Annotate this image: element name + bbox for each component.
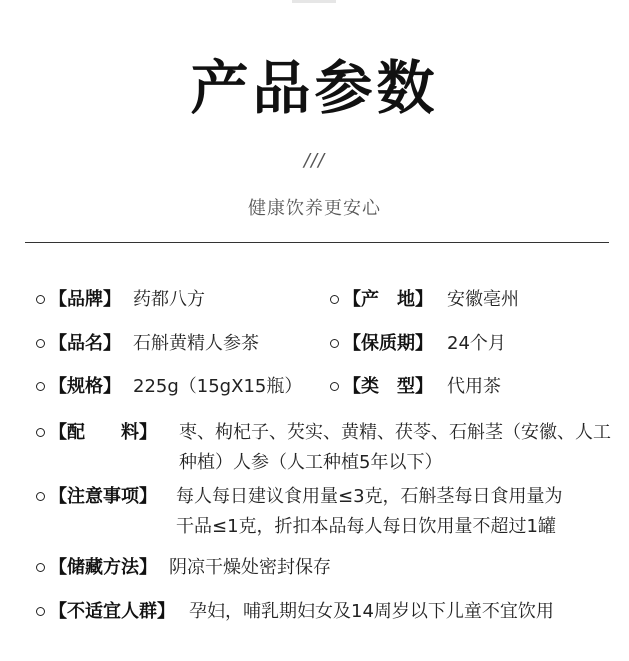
param-label: 【储藏方法】 <box>49 557 157 578</box>
param-label: 【保质期】 <box>343 333 433 354</box>
bullet-icon <box>36 607 45 616</box>
bullet-icon <box>36 428 45 437</box>
param-label: 【产 地】 <box>343 289 433 310</box>
bullet-icon <box>36 382 45 391</box>
title-decoration: /// <box>303 150 326 171</box>
param-spec <box>36 372 302 402</box>
param-unsuitable <box>36 597 554 627</box>
param-label: 【规格】 <box>49 376 121 397</box>
param-origin <box>330 285 519 315</box>
param-value: 药都八方 <box>133 289 205 310</box>
param-label: 【配 料】 <box>49 422 157 443</box>
param-ingredients <box>36 418 611 478</box>
bullet-icon <box>36 339 45 348</box>
param-value: 安徽亳州 <box>447 289 519 310</box>
page-subtitle: 健康饮养更安心 <box>248 198 381 219</box>
param-label-wrap <box>36 482 157 512</box>
param-name <box>36 329 259 359</box>
param-value-line1: 枣、枸杞子、芡实、黄精、茯苓、石斛茎（安徽、人工 <box>179 422 611 443</box>
bullet-icon <box>36 295 45 304</box>
header-divider <box>25 242 609 243</box>
param-value-line2: 干品≤1克，折扣本品每人每日饮用量不超过1罐 <box>176 516 556 537</box>
param-value-line2: 种植）人参（人工种植5年以下） <box>179 452 443 473</box>
param-brand <box>36 285 205 315</box>
param-type <box>330 372 501 402</box>
param-notes <box>36 482 606 542</box>
param-label-wrap <box>36 418 157 448</box>
param-value: 石斛黄精人参茶 <box>133 333 259 354</box>
top-decoration-bar <box>292 0 336 3</box>
param-value: 阴凉干燥处密封保存 <box>169 557 331 578</box>
param-value: 孕妇，哺乳期妇女及14周岁以下儿童不宜饮用 <box>189 601 554 622</box>
param-value: 225g（15gX15瓶） <box>133 376 303 397</box>
page-title: 产品参数 <box>190 54 439 122</box>
param-value-line1: 每人每日建议食用量≤3克，石斛茎每日食用量为 <box>176 486 563 507</box>
param-label: 【注意事项】 <box>49 486 157 507</box>
param-label: 【品牌】 <box>49 289 121 310</box>
param-label: 【品名】 <box>49 333 121 354</box>
bullet-icon <box>36 492 45 501</box>
bullet-icon <box>330 339 339 348</box>
bullet-icon <box>36 563 45 572</box>
param-shelf-life <box>330 329 506 359</box>
bullet-icon <box>330 295 339 304</box>
bullet-icon <box>330 382 339 391</box>
param-value: 代用茶 <box>447 376 501 397</box>
param-storage <box>36 553 331 583</box>
param-value: 24个月 <box>447 333 506 354</box>
param-label: 【类 型】 <box>343 376 433 397</box>
param-label: 【不适宜人群】 <box>49 601 175 622</box>
